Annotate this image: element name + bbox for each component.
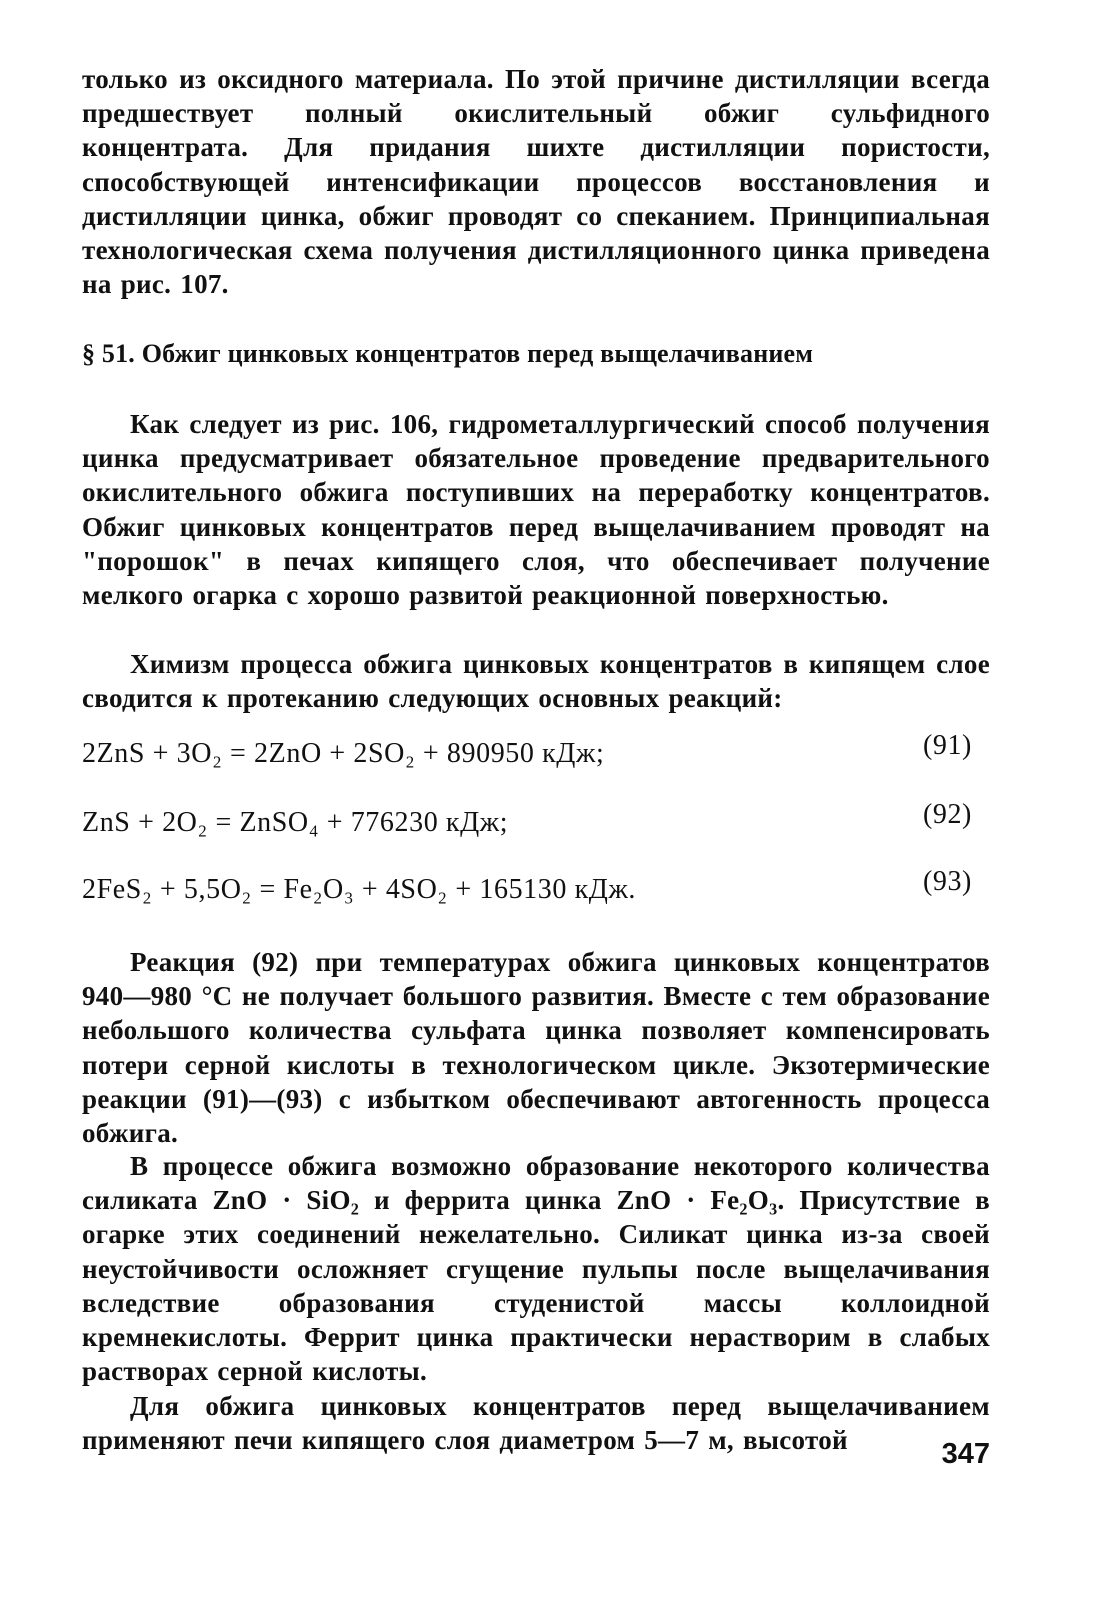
equation-number: (92) — [922, 799, 972, 830]
equation-number: (91) — [922, 730, 972, 761]
equation-formula: ZnS + 2O₂ = ZnSO₄ + 776230 кДж; — [82, 807, 509, 838]
equation-91 — [82, 730, 972, 772]
equation-number: (93) — [922, 866, 972, 897]
paragraph-intro-continuation: только из оксидного материала. По этой причине дистилляции всегда предшествует полный окислительный обжиг сульфидного концентрата. Для придания шихте дистилляции пористости, способствующей интенсификации процессов восстановления и дистилляции цинка, обжиг проводят со спеканием. Принципиальная технологическая схема получения дистилляционного цинка приведена на рис. 107. — [82, 64, 990, 300]
page-number: 347 — [941, 1438, 990, 1470]
paragraph-hydrometallurgy: Как следует из рис. 106, гидрометаллургический способ получения цинка предусматривает обязательное проведение предварительного окислительного обжига поступивших на переработку концентратов. Обжиг цинковых концентратов перед выщелачиванием проводят на "порошок" в печах кипящего слоя, что обеспечивает получение мелкого огарка с хорошо развитой реакционной поверхностью. — [82, 409, 990, 611]
paragraph-reactions-intro: Химизм процесса обжига цинковых концентратов в кипящем слое сводится к протеканию следующих основных реакций: — [82, 649, 990, 714]
equation-formula: 2FeS₂ + 5,5O₂ = Fe₂O₃ + 4SO₂ + 165130 кДж. — [82, 874, 637, 905]
paragraph-silicate-ferrite: В процессе обжига возможно образование некоторого количества силиката ZnO · SiO₂ и феррита цинка ZnO · Fe₂O₃. Присутствие в огарке этих соединений нежелательно. Силикат цинка из-за своей неустойчивости осложняет сгущение пульпы после выщелачивания вследствие образования студенистой массы коллоидной кремнекислоты. Феррит цинка практически нерастворим в слабых растворах серной кислоты. — [82, 1151, 990, 1387]
equation-93 — [82, 866, 972, 908]
equation-formula: 2ZnS + 3O₂ = 2ZnO + 2SO₂ + 890950 кДж; — [82, 738, 605, 769]
paragraph-reaction-92: Реакция (92) при температурах обжига цинковых концентратов 940—980 °С не получает большого развития. Вместе с тем образование небольшого количества сульфата цинка позволяет компенсировать потери серной кислоты в технологическом цикле. Экзотермические реакции (91)—(93) с избытком обеспечивают автогенность процесса обжига. — [82, 947, 990, 1149]
paragraph-furnaces: Для обжига цинковых концентратов перед выщелачиванием применяют печи кипящего слоя диаметром 5—7 м, высотой — [82, 1391, 990, 1456]
section-heading: § 51. Обжиг цинковых концентратов перед выщелачиванием — [82, 339, 814, 368]
equation-92 — [82, 799, 972, 841]
